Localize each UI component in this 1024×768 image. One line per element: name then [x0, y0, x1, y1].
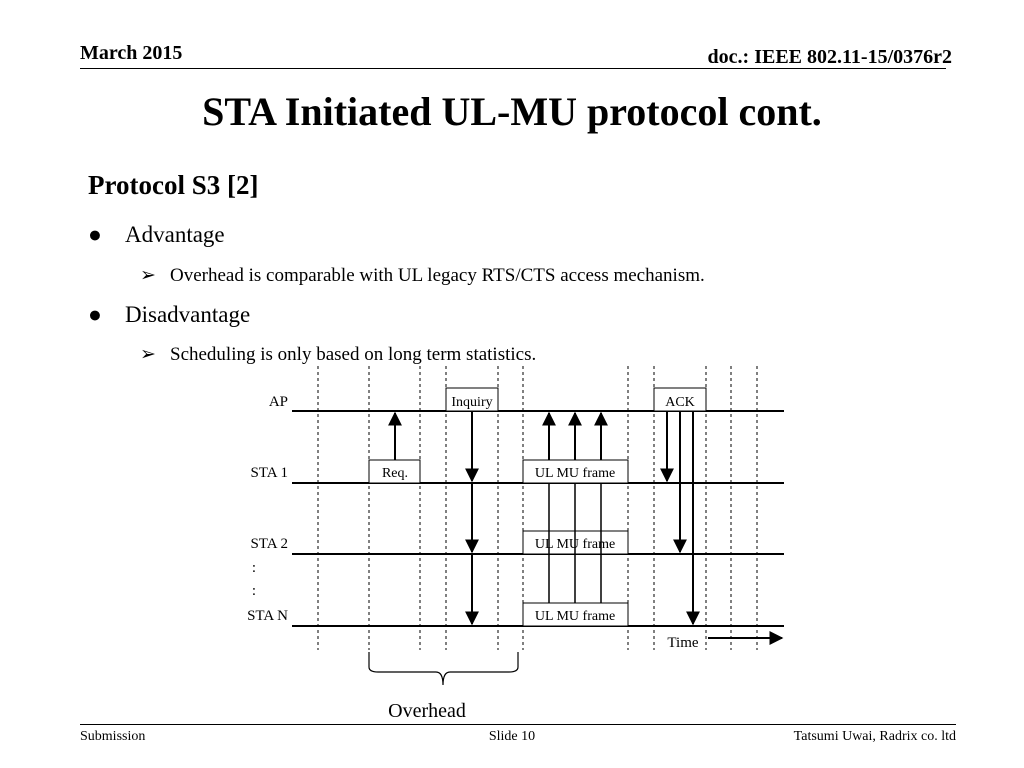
- row-label-ellipsis: :: [251, 560, 256, 576]
- ul-mu-frame-label: UL MU frame: [534, 609, 616, 624]
- row-label-ap: AP: [268, 394, 288, 410]
- row-label-stan: STA N: [247, 608, 288, 624]
- sub-bullet-text: Overhead is comparable with UL legacy RTS/CTS access mechanism.: [170, 265, 705, 286]
- ul-mu-frame-label: UL MU frame: [534, 466, 616, 481]
- protocol-heading: Protocol S3 [2]: [88, 170, 259, 200]
- time-label: Time: [667, 635, 699, 651]
- sub-bullet-text: Scheduling is only based on long term statistics.: [170, 344, 537, 365]
- bullet-dot-icon: ●: [88, 302, 102, 327]
- bullet-dot-icon: ●: [88, 222, 102, 247]
- arrow-bullet-icon: ➢: [140, 344, 156, 365]
- footer-divider: [80, 724, 956, 725]
- slide-title: STA Initiated UL-MU protocol cont.: [202, 89, 822, 134]
- request-label: Req.: [381, 466, 409, 481]
- row-label-sta1: STA 1: [250, 465, 288, 481]
- bullet-label: Disadvantage: [125, 302, 251, 327]
- row-label-ellipsis: :: [251, 583, 256, 599]
- header-doc-id: doc.: IEEE 802.11-15/0376r2: [707, 46, 952, 68]
- overhead-brace: [369, 652, 518, 685]
- header-date: March 2015: [80, 42, 183, 64]
- overhead-label: Overhead: [388, 700, 466, 722]
- row-label-sta2: STA 2: [250, 536, 288, 552]
- footer-slide-number: Slide 10: [488, 729, 536, 744]
- footer-submission: Submission: [80, 729, 146, 744]
- footer-author: Tatsumi Uwai, Radrix co. ltd: [793, 729, 956, 744]
- bullet-label: Advantage: [125, 222, 225, 247]
- inquiry-label: Inquiry: [451, 395, 493, 410]
- ack-label: ACK: [665, 395, 695, 410]
- ul-mu-frame-label: UL MU frame: [534, 537, 616, 552]
- arrow-bullet-icon: ➢: [140, 265, 156, 286]
